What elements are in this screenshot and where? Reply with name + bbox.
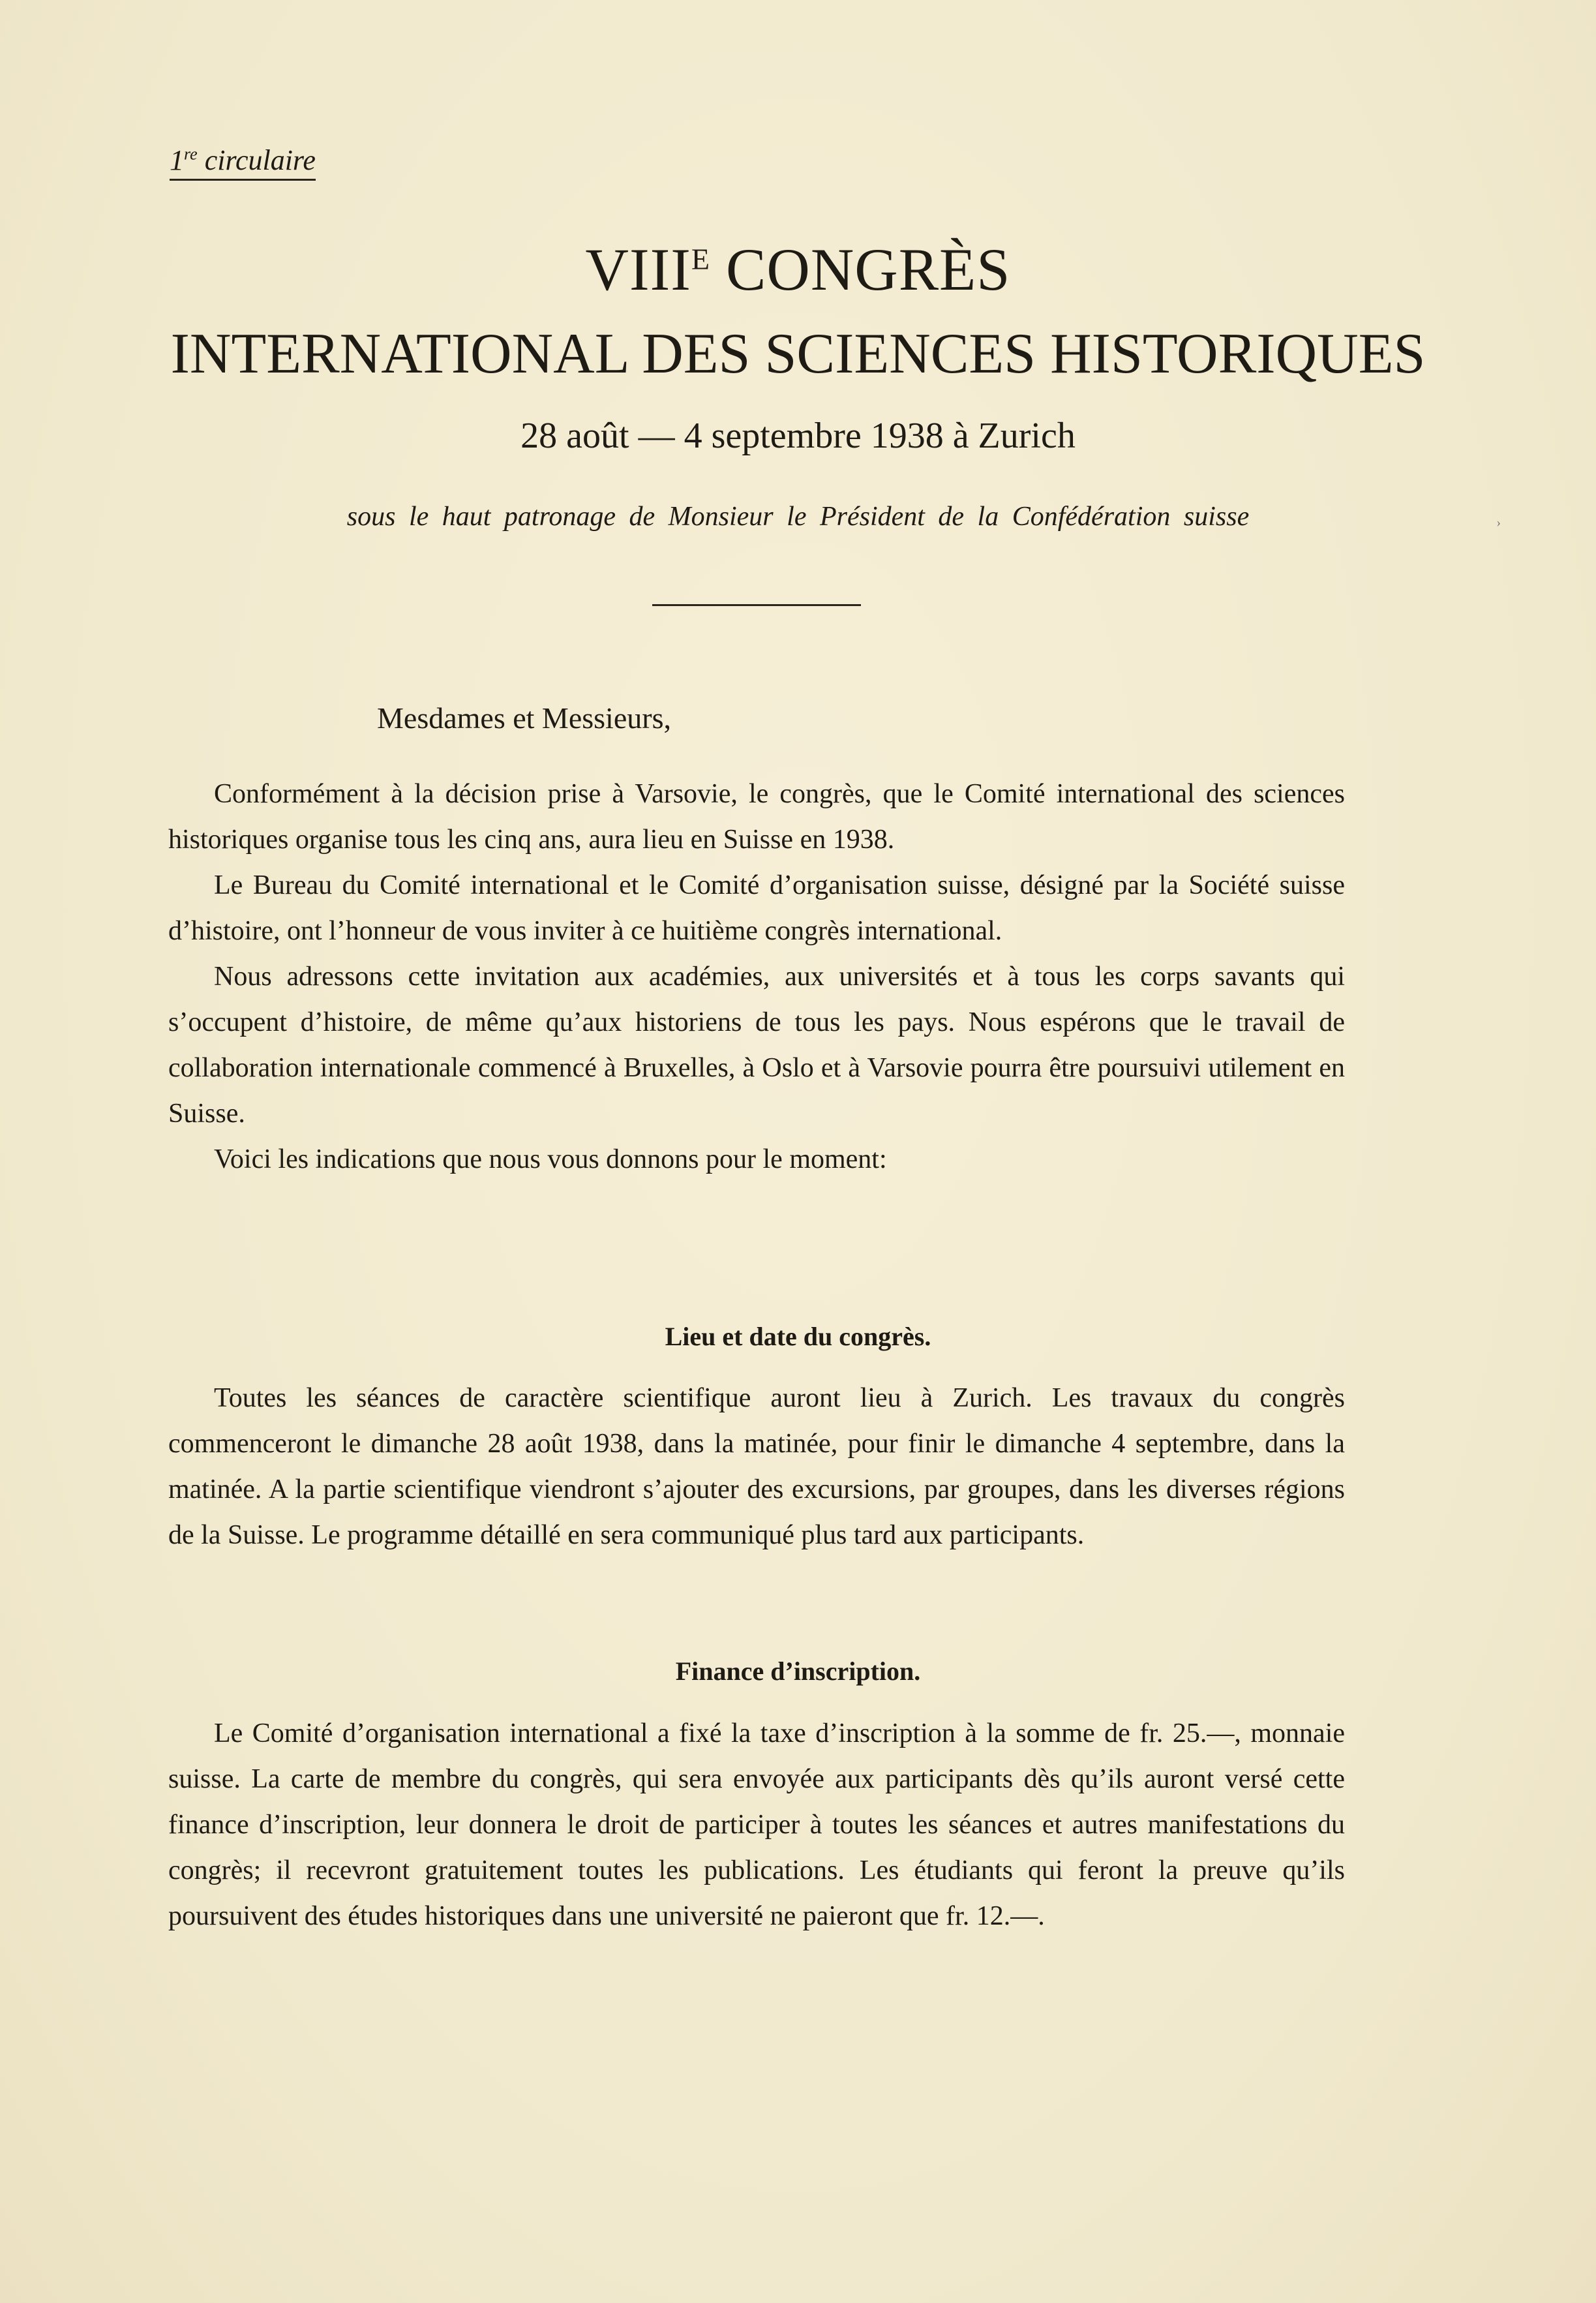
paragraph-2: Le Bureau du Comité international et le Comité d’organisation suisse, désigné par la Société suisse d’histoire, ont l’honneur de vous inviter à ce huitième congrès international.	[168, 870, 1345, 946]
congress-dates: 28 août — 4 septembre 1938 à Zurich	[520, 416, 1076, 456]
margin-mark: ›	[1496, 515, 1501, 530]
section-lieu-paragraph: Toutes les séances de caractère scientifique auront lieu à Zurich. Les travaux du congrès commenceront le dimanche 28 août 1938, dans la matinée, pour finir le dimanche 4 septembre, dans la matinée. A la partie scientifique viendront s’ajouter des excursions, par groupes, dans les diverses régions de la Suisse. Le programme détaillé en sera communiqué plus tard aux participants.	[168, 1383, 1345, 1550]
section-lieu-body	[168, 1375, 1345, 1558]
section-finance-paragraph: Le Comité d’organisation international a fixé la taxe d’inscription à la somme de fr. 25.—, monnaie suisse. La carte de membre du congrès, qui sera envoyée aux participants dès qu’ils auront versé cette finance d’inscription, leur donnera le droit de participer à toutes les séances et autres manifestations du congrès; il recevront gratuitement toutes les publications. Les étudiants qui feront la preuve qu’ils poursuivent des études historiques dans une université ne paieront que fr. 12.—.	[168, 1718, 1345, 1931]
patronage-line: sous le haut patronage de Monsieur le Président de la Confédération suisse	[346, 502, 1250, 532]
title-divider	[652, 604, 861, 606]
paragraph-1: Conformément à la décision prise à Varsovie, le congrès, que le Comité international des sciences historiques organise tous les cinq ans, aura lieu en Suisse en 1938.	[168, 779, 1345, 855]
congress-title-line2: INTERNATIONAL DES SCIENCES HISTORIQUES	[170, 322, 1426, 386]
paragraph-4: Voici les indications que nous vous donnons pour le moment:	[214, 1144, 887, 1174]
section-heading-lieu: Lieu et date du congrès.	[665, 1322, 931, 1351]
circular-number-label	[170, 145, 316, 181]
circular-number: 1	[170, 144, 184, 176]
circular-word: circulaire	[204, 144, 316, 176]
circular-number-superscript: re	[184, 144, 198, 164]
salutation: Mesdames et Messieurs,	[377, 701, 671, 735]
congress-title-line1	[0, 235, 1596, 304]
paragraph-3: Nous adressons cette invitation aux académies, aux universités et à tous les corps savants qui s’occupent d’histoire, de même qu’aux historiens de tous les pays. Nous espérons que le travail de collaboration internationale commencé à Bruxelles, à Oslo et à Varsovie pourra être poursuivi utilement en Suisse.	[168, 962, 1345, 1129]
congress-word: CONGRÈS	[710, 236, 1011, 303]
congress-ordinal-superscript: E	[691, 242, 711, 276]
congress-ordinal: VIII	[585, 236, 691, 303]
letter-body	[168, 771, 1345, 1182]
section-heading-finance: Finance d’inscription.	[675, 1656, 921, 1686]
section-finance-body	[168, 1711, 1345, 1939]
